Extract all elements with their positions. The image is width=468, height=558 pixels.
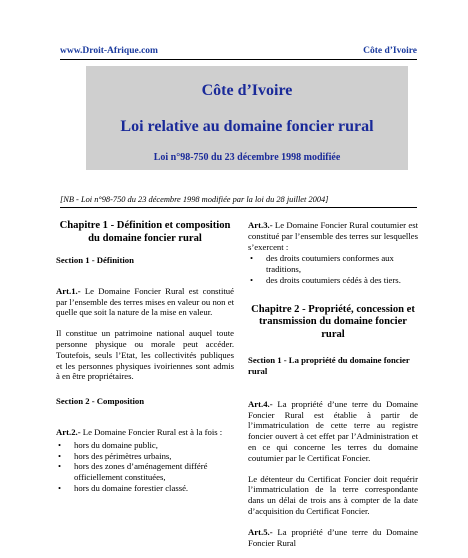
right-column <box>248 220 418 558</box>
country-title: Côte d’Ivoire <box>201 82 293 99</box>
title-box <box>86 66 408 170</box>
article-5-label: Art.5.- <box>248 526 273 537</box>
article-5-text: La propriété d’une terre du Domaine Foncier Rural <box>248 526 418 548</box>
chapter-2-heading <box>248 304 418 342</box>
chapter-1-heading <box>56 220 234 245</box>
chapter-1-line-2: du domaine foncier rural <box>88 232 202 244</box>
list-item: • hors du domaine forestier classé. <box>56 483 234 494</box>
article-3-label: Art.3.- <box>248 220 273 230</box>
list-item: • hors des zones d’aménagement différé officiellement constituées, <box>56 461 234 483</box>
article-4-label: Art.4.- <box>248 398 273 409</box>
article-1-text: Le Domaine Foncier Rural est constitué par l’ensemble des terres mises en valeur ou non et quelle que soit la nature de la mise en valeur. <box>56 285 234 318</box>
article-1-label: Art.1.- <box>56 285 81 296</box>
article-3 <box>248 220 418 252</box>
article-4 <box>248 399 418 464</box>
list-item: • hors du domaine public, <box>56 440 234 451</box>
section-2-heading: Section 2 - Composition <box>56 396 145 407</box>
amendment-note: [NB - Loi n°98-750 du 23 décembre 1998 modifiée par la loi du 28 juillet 2004] <box>60 195 329 204</box>
list-item: • des droits coutumiers conformes aux traditions, <box>248 253 418 275</box>
section-1-property-heading: Section 1 - La propriété du domaine foncier rural <box>248 355 410 377</box>
header-website-link[interactable]: www.Droit-Afrique.com <box>60 46 158 56</box>
section-1-heading: Section 1 - Définition <box>56 255 134 265</box>
article-2-label: Art.2.- <box>56 426 81 437</box>
page-header <box>60 46 417 58</box>
article-5 <box>248 527 418 549</box>
article-3-text: Le Domaine Foncier Rural coutumier est constitué par l’ensemble des terres sur lesquelles s’exercent : <box>248 220 418 252</box>
article-4-paragraph-2: Le détenteur du Certificat Foncier doit requérir l’immatriculation de la terre correspondante dans un délai de trois ans à compter de la date d’acquisition du Certificat Foncier. <box>248 473 418 517</box>
law-title: Loi relative au domaine foncier rural <box>120 118 374 135</box>
chapter-1-line-1: Chapitre 1 - Définition et composition <box>59 220 231 231</box>
article-4-text: La propriété d’une terre du Domaine Foncier Rural est établie à partir de l’immatriculation de cette terre au registre foncier ouvert à cet effet par l’Administration et en ce qui concerne les terres du domaine coutumier par le Certificat Foncier. <box>248 398 418 463</box>
chapter-2-line-2: transmission du domaine foncier rural <box>258 316 408 340</box>
article-2 <box>56 427 234 438</box>
note-divider <box>60 207 417 208</box>
header-divider <box>60 59 417 60</box>
list-item: • hors des périmètres urbains, <box>56 451 234 462</box>
article-2-list <box>56 440 234 494</box>
left-column <box>56 220 234 504</box>
article-3-list <box>248 253 418 285</box>
article-1 <box>56 286 234 318</box>
article-1-paragraph-2: Il constitue un patrimoine national auquel toute personne physique ou morale peut accéder. Toutefois, seuls l’Etat, les collectivités publiques et les personnes physiques ivoiriennes sont admis à en être propriétaires. <box>56 328 234 382</box>
article-2-text: Le Domaine Foncier Rural est à la fois : <box>80 426 223 437</box>
list-item: • des droits coutumiers cédés à des tiers. <box>248 275 418 286</box>
header-country: Côte d’Ivoire <box>363 46 417 56</box>
law-number: Loi n°98-750 du 23 décembre 1998 modifiée <box>153 152 341 163</box>
chapter-2-line-1: Chapitre 2 - Propriété, concession et <box>251 303 415 315</box>
